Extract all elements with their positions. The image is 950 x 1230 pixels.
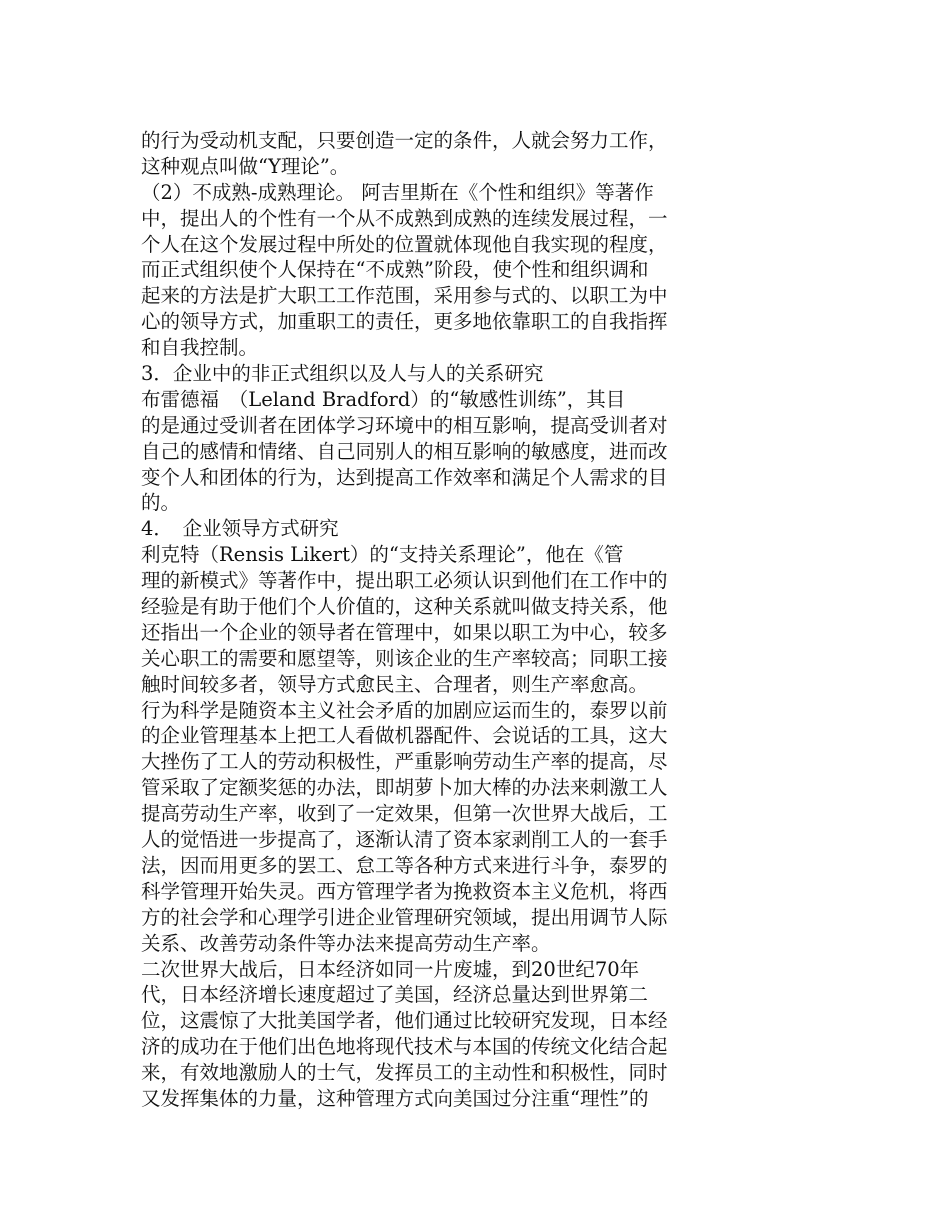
- text-line: 科学管理开始失灵。西方管理学者为挽救资本主义危机，将西: [141, 879, 668, 903]
- text-line: 来，有效地激励人的士气，发挥员工的主动性和积极性，同时: [141, 1061, 668, 1085]
- text-line: 中，提出人的个性有一个从不成熟到成熟的连续发展过程，一: [141, 206, 668, 230]
- text-line: 法，因而用更多的罢工、怠工等各种方式来进行斗争，泰罗的: [141, 853, 668, 877]
- text-line: 还指出一个企业的领导者在管理中，如果以职工为中心，较多: [141, 620, 668, 644]
- text-line: 的。: [141, 491, 181, 515]
- text-line: 而正式组织使个人保持在“不成熟”阶段，使个性和组织调和: [141, 258, 649, 282]
- text-line: 人的觉悟进一步提高了，逐渐认清了资本家剥削工人的一套手: [141, 828, 668, 852]
- text-line: 起来的方法是扩大职工工作范围，采用参与式的、以职工为中: [141, 284, 668, 308]
- text-line: （2）不成熟-成熟理论。 阿吉里斯在《个性和组织》等著作: [141, 180, 654, 204]
- text-line: 经验是有助于他们个人价值的，这种关系就叫做支持关系，他: [141, 595, 668, 619]
- document-page: [141, 128, 731, 1112]
- text-line: 又发挥集体的力量，这种管理方式向美国过分注重“理性”的: [141, 1086, 649, 1110]
- text-line: 的行为受动机支配，只要创造一定的条件，人就会努力工作，: [141, 129, 668, 152]
- text-line: 位，这震惊了大批美国学者，他们通过比较研究发现，日本经: [141, 1009, 668, 1033]
- text-line: 提高劳动生产率，收到了一定效果，但第一次世界大战后，工: [141, 802, 668, 826]
- text-line: 济的成功在于他们出色地将现代技术与本国的传统文化结合起: [141, 1035, 668, 1059]
- text-line: 心的领导方式，加重职工的责任，更多地依靠职工的自我指挥: [141, 310, 668, 334]
- section-heading: 3．企业中的非正式组织以及人与人的关系研究: [141, 362, 544, 386]
- text-line: 个人在这个发展过程中所处的位置就体现他自我实现的程度，: [141, 232, 668, 256]
- text-line: 行为科学是随资本主义社会矛盾的加剧应运而生的，泰罗以前: [141, 698, 668, 722]
- text-line: 利克特（Rensis Likert）的“支持关系理论”，他在《管: [141, 543, 624, 567]
- text-line: 和自我控制。: [141, 336, 259, 360]
- text-line: 关心职工的需要和愿望等，则该企业的生产率较高；同职工接: [141, 646, 668, 670]
- text-line: 的是通过受训者在团体学习环境中的相互影响，提高受训者对: [141, 413, 668, 437]
- text-line: 理的新模式》等著作中，提出职工必须认识到他们在工作中的: [141, 569, 668, 593]
- text-line: 管采取了定额奖惩的办法，即胡萝卜加大棒的办法来刺激工人: [141, 776, 668, 800]
- text-line: 方的社会学和心理学引进企业管理研究领域，提出用调节人际: [141, 905, 668, 929]
- text-line: 关系、改善劳动条件等办法来提高劳动生产率。: [141, 931, 551, 955]
- section-heading: 4． 企业领导方式研究: [141, 517, 339, 541]
- text-line: 变个人和团体的行为，达到提高工作效率和满足个人需求的目: [141, 465, 668, 489]
- text-line: 二次世界大战后，日本经济如同一片废墟，到20世纪70年: [141, 957, 640, 981]
- text-line: 代，日本经济增长速度超过了美国，经济总量达到世界第二: [141, 983, 649, 1007]
- text-line: 的企业管理基本上把工人看做机器配件、会说话的工具，这大: [141, 724, 668, 748]
- text-line: 自己的感情和情绪、自己同别人的相互影响的敏感度，进而改: [141, 439, 668, 463]
- text-line: 布雷德福 （Leland Bradford）的“敏感性训练”，其目: [141, 387, 626, 411]
- text-line: 大挫伤了工人的劳动积极性，严重影响劳动生产率的提高，尽: [141, 750, 668, 774]
- text-line: 触时间较多者，领导方式愈民主、合理者，则生产率愈高。: [141, 672, 649, 696]
- text-line: 这种观点叫做“Y理论”。: [141, 154, 350, 178]
